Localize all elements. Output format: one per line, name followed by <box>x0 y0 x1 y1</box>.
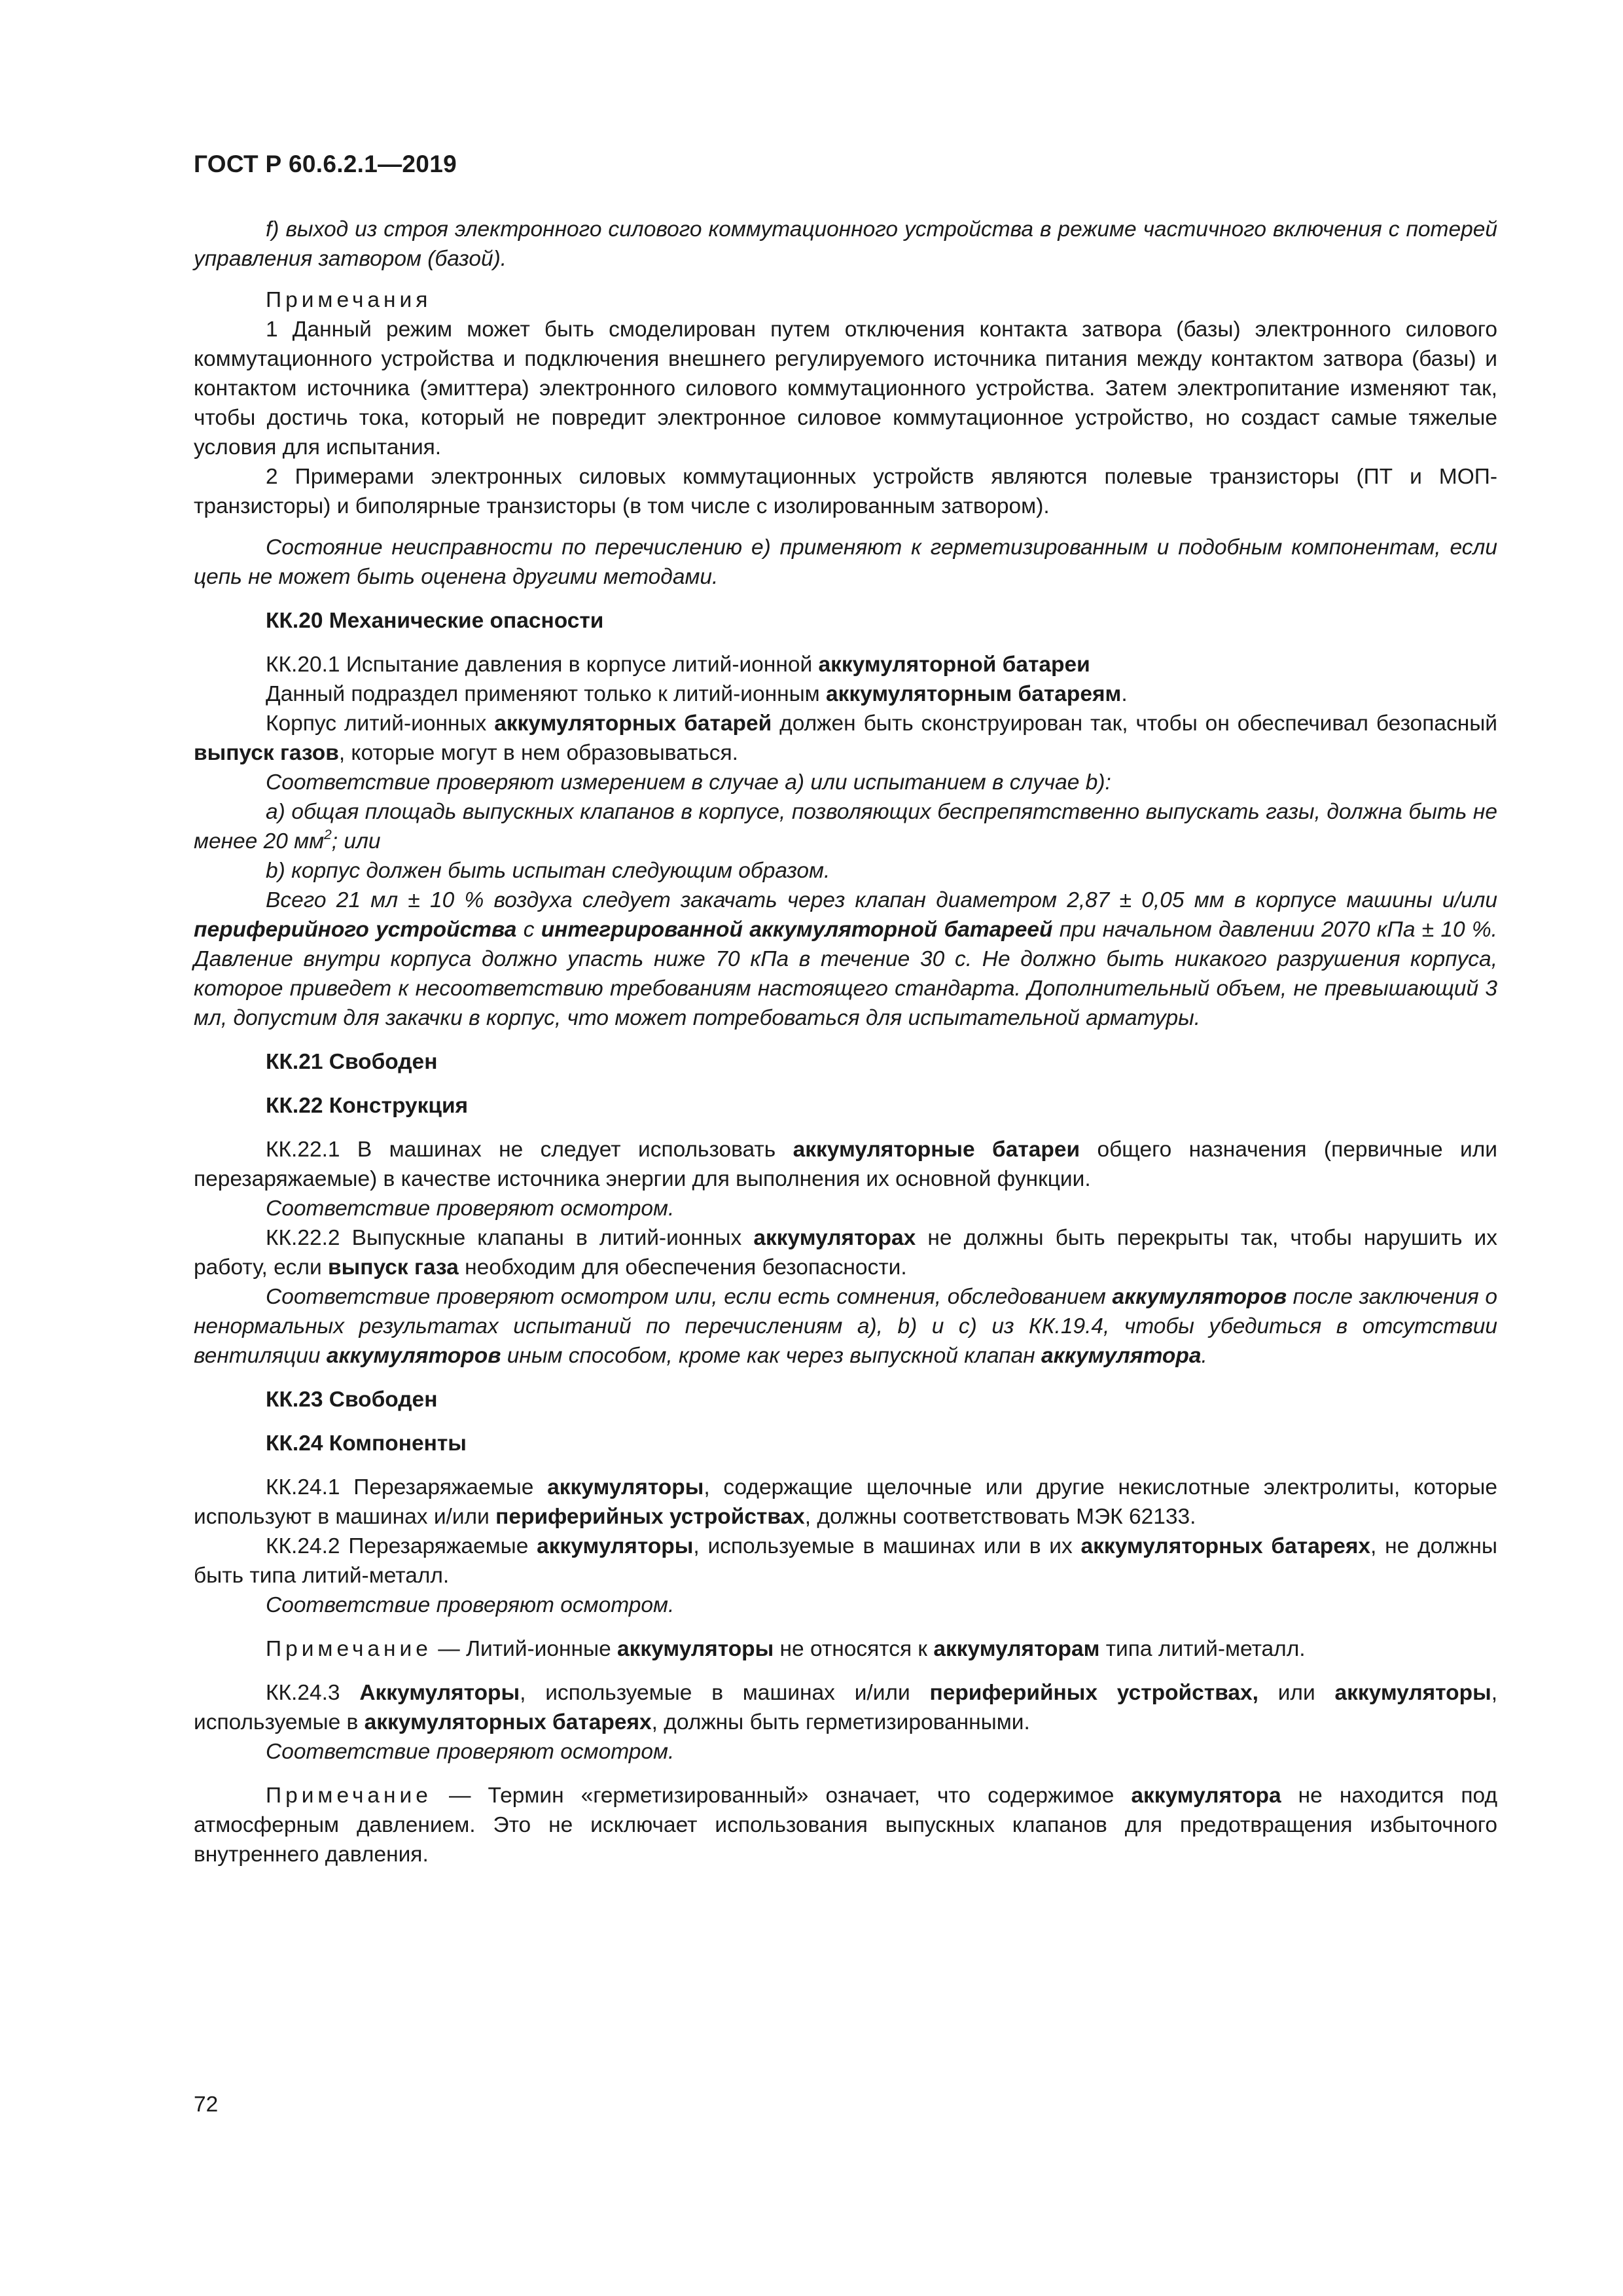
kk20-enclosure-paragraph: Корпус литий-ионных аккумуляторных батарей должен быть сконструирован так, чтобы он обеспечивал безопасный выпуск газов, которые могут в нем образовываться. <box>194 711 1498 765</box>
kk20-item-b: b) корпус должен быть испытан следующим образом. <box>266 859 830 883</box>
document-page <box>194 131 1497 1869</box>
kk24-1-paragraph: КК.24.1 Перезаряжаемые аккумуляторы, содержащие щелочные или другие некислотные электролиты, которые используют в машинах и/или периферийных устройствах, должны соответствовать МЭК 62133. <box>194 1475 1497 1529</box>
section-kk22-heading: КК.22 Конструкция <box>266 1094 469 1118</box>
kk22-2-compliance: Соответствие проверяют осмотром или, если есть сомнения, обследованием аккумуляторов после заключения о ненормальных результатах испытаний по перечислениям а), b) и с) из КК.19.4, чтобы убедиться в отсутствии вентиляции аккумуляторов иным способом, кроме как через выпускной клапан аккумулятора. <box>194 1285 1497 1368</box>
kk24-2-paragraph: КК.24.2 Перезаряжаемые аккумуляторы, используемые в машинах или в их аккумуляторных батареях, не должны быть типа литий-металл. <box>194 1534 1498 1588</box>
fault-item-f: f) выход из строя электронного силового коммутационного устройства в режиме частичного включения с потерей управления затвором (базой). <box>194 217 1497 271</box>
note-1: 1 Данный режим может быть смоделирован путем отключения контакта затвора (базы) электронного силового коммутационного устройства и подключения внешнего регулируемого источника питания между контактом затвора (базы) и контактом источника (эмиттера) электронного силового коммутационного устройства. Затем электропитание изменяют так, чтобы достичь тока, который не повредит электронное силовое коммутационное устройство, но создаст самые тяжелые условия для испытания. <box>194 317 1497 459</box>
kk24-2-compliance: Соответствие проверяют осмотром. <box>266 1593 675 1617</box>
kk20-scope-paragraph: Данный подраздел применяют только к литий-ионным аккумуляторным батареям. <box>266 682 1128 706</box>
kk24-3-paragraph: КК.24.3 Аккумуляторы, используемые в машинах и/или периферийных устройствах, или аккумуляторы, используемые в аккумуляторных батареях, должны быть герметизированными. <box>194 1681 1497 1734</box>
section-kk23-heading: КК.23 Свободен <box>266 1388 438 1412</box>
kk20-item-a: а) общая площадь выпускных клапанов в корпусе, позволяющих беспрепятственно выпускать газы, должна быть не менее 20 $мм^2$; или <box>194 800 1497 853</box>
fault-condition-paragraph: Состояние неисправности по перечислению е) применяют к герметизированным и подобным компонентам, если цепь не может быть оценена другими методами. <box>194 535 1497 589</box>
kk24-3-compliance: Соответствие проверяют осмотром. <box>266 1740 675 1764</box>
kk20-test-procedure: Всего 21 мл ± 10 % воздуха следует закачать через клапан диаметром 2,87 ± 0,05 мм в корпусе машины и/или периферийного устройства с интегрированной аккумуляторной батареей при начальном давлении 2070 кПа ± 10 %. Давление внутри корпуса должно упасть ниже 70 кПа в течение 30 с. Не должно быть никакого разрушения корпуса, которое приведет к несоответствию требованиям настоящего стандарта. Дополнительный объем, не превышающий 3 мл, допустим для закачки в корпус, что может потребоваться для испытательной арматуры. <box>194 888 1497 1030</box>
kk20-compliance: Соответствие проверяют измерением в случае а) или испытанием в случае b): <box>266 770 1111 795</box>
note-2: 2 Примерами электронных силовых коммутационных устройств являются полевые транзисторы (ПТ и МОП-транзисторы) и биполярные транзисторы (в том числе с изолированным затвором). <box>194 465 1497 518</box>
kk22-2-paragraph: КК.22.2 Выпускные клапаны в литий-ионных аккумуляторах не должны быть перекрыты так, чтобы нарушить их работу, если выпуск газа необходим для обеспечения безопасности. <box>194 1226 1497 1280</box>
section-kk20-heading: КК.20 Механические опасности <box>266 609 604 633</box>
notes-title: Примечания <box>266 288 432 312</box>
section-kk21-heading: КК.21 Свободен <box>266 1050 438 1074</box>
kk22-1-paragraph: КК.22.1 В машинах не следует использовать аккумуляторные батареи общего назначения (первичные или перезаряжаемые) в качестве источника энергии для выполнения их основной функции. <box>194 1138 1497 1191</box>
kk24-note-2: Примечание — Термин «герметизированный» означает, что содержимое аккумулятора не находится под атмосферным давлением. Это не исключает использования выпускных клапанов для предотвращения избыточного внутреннего давления. <box>194 1784 1497 1867</box>
kk22-1-compliance: Соответствие проверяют осмотром. <box>266 1196 675 1221</box>
kk24-note-1: Примечание — Литий-ионные аккумуляторы не относятся к аккумуляторам типа литий-металл. <box>266 1637 1306 1661</box>
kk20-1-paragraph: КК.20.1 Испытание давления в корпусе литий-ионной аккумуляторной батареи <box>266 653 1090 677</box>
document-header: ГОСТ Р 60.6.2.1—2019 <box>194 151 457 177</box>
page-number: 72 <box>194 2092 219 2117</box>
section-kk24-heading: КК.24 Компоненты <box>266 1431 467 1456</box>
